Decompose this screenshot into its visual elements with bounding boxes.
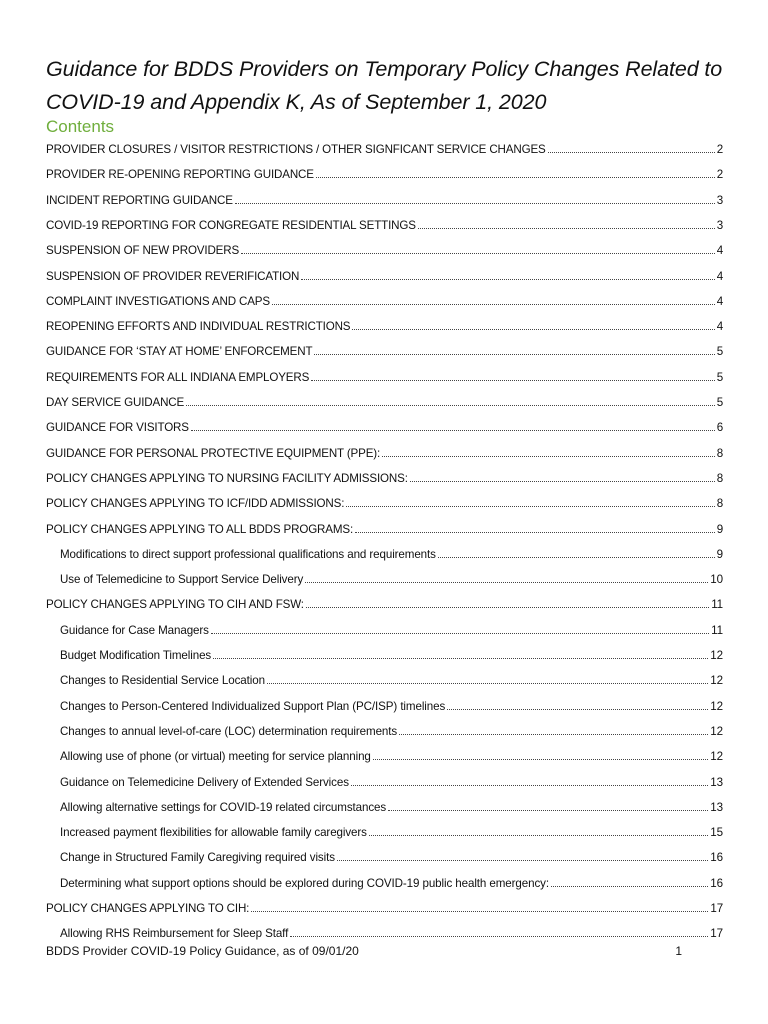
dot-leader: [447, 708, 708, 710]
toc-entry-page-number: 11: [711, 598, 723, 612]
dot-leader: [186, 404, 715, 406]
dot-leader: [551, 885, 708, 887]
toc-entry[interactable]: [46, 494, 723, 514]
toc-entry-page-number: 5: [716, 370, 723, 384]
dot-leader: [352, 328, 714, 330]
toc-subentry[interactable]: [60, 621, 723, 641]
toc-subentry[interactable]: [60, 747, 723, 767]
toc-entry-label: SUSPENSION OF PROVIDER REVERIFICATION: [46, 269, 300, 283]
toc-subentry[interactable]: [60, 671, 723, 691]
toc-entry-page-number: 16: [710, 876, 723, 890]
dot-leader: [351, 784, 708, 786]
toc-entry[interactable]: [46, 444, 723, 464]
toc-entry-page-number: 2: [716, 143, 723, 156]
toc-entry-page-number: 4: [716, 320, 723, 334]
toc-entry[interactable]: [46, 899, 723, 919]
dot-leader: [241, 252, 715, 254]
dot-leader: [267, 682, 708, 684]
dot-leader: [438, 556, 715, 558]
toc-entry-page-number: 2: [716, 168, 723, 182]
toc-entry-page-number: 9: [716, 547, 723, 561]
toc-entry[interactable]: [46, 520, 723, 540]
dot-leader: [548, 151, 715, 153]
toc-entry-page-number: 12: [710, 699, 723, 713]
toc-subentry[interactable]: [60, 823, 723, 843]
toc-entry-label: Guidance for Case Managers: [60, 623, 209, 637]
dot-leader: [346, 505, 714, 507]
toc-subentry[interactable]: [60, 848, 723, 868]
toc-entry-page-number: 17: [710, 902, 723, 915]
toc-entry-label: Use of Telemedicine to Support Service Delivery: [60, 573, 304, 587]
toc-entry-page-number: 4: [716, 244, 723, 258]
toc-entry-page-number: 6: [716, 421, 723, 435]
toc-subentry[interactable]: [60, 874, 723, 894]
footer-text: BDDS Provider COVID-19 Policy Guidance, as of 09/01/20: [46, 944, 359, 958]
dot-leader: [410, 480, 715, 482]
dot-leader: [399, 733, 708, 735]
toc-entry[interactable]: [46, 368, 723, 388]
toc-entry-page-number: 5: [716, 396, 723, 409]
toc-entry-label: Changes to annual level-of-care (LOC) determination requirements: [60, 724, 398, 738]
toc-subentry[interactable]: [60, 798, 723, 818]
toc-entry-page-number: 4: [716, 269, 723, 283]
dot-leader: [382, 455, 715, 457]
toc-entry-label: POLICY CHANGES APPLYING TO ALL BDDS PROGRAMS:: [46, 522, 354, 536]
toc-entry[interactable]: [46, 393, 723, 413]
dot-leader: [355, 531, 715, 533]
toc-entry[interactable]: [46, 595, 723, 615]
document-title: Guidance for BDDS Providers on Temporary Policy Changes Related to COVID-19 and Appendix K, As of September 1, 2020: [46, 57, 723, 114]
dot-leader: [369, 834, 708, 836]
toc-entry-page-number: 10: [710, 573, 723, 587]
toc-subentry[interactable]: [60, 545, 723, 565]
toc-entry-page-number: 11: [711, 623, 723, 637]
dot-leader: [388, 809, 708, 811]
toc-entry[interactable]: [46, 418, 723, 438]
dot-leader: [373, 758, 709, 760]
toc-entry-page-number: 3: [716, 193, 723, 207]
toc-entry-label: COVID-19 REPORTING FOR CONGREGATE RESIDENTIAL SETTINGS: [46, 218, 416, 232]
toc-entry-page-number: 12: [710, 649, 723, 662]
toc-entry-label: Determining what support options should be explored during COVID-19 public health emergency:: [60, 876, 549, 890]
toc-entry-page-number: 5: [716, 345, 723, 359]
toc-entry-label: GUIDANCE FOR VISITORS: [46, 421, 189, 435]
toc-entry[interactable]: [46, 317, 723, 337]
toc-entry-label: SUSPENSION OF NEW PROVIDERS: [46, 244, 240, 258]
page-footer: [46, 942, 696, 960]
toc-entry-label: REQUIREMENTS FOR ALL INDIANA EMPLOYERS: [46, 370, 310, 384]
toc-entry[interactable]: [46, 191, 723, 211]
toc-entry-label: Changes to Person-Centered Individualized Support Plan (PC/ISP) timelines: [60, 699, 446, 713]
toc-entry[interactable]: [46, 241, 723, 261]
toc-subentry[interactable]: [60, 570, 723, 590]
toc-entry-label: GUIDANCE FOR PERSONAL PROTECTIVE EQUIPMENT (PPE):: [46, 446, 381, 460]
toc-entry-page-number: 9: [716, 522, 723, 536]
dot-leader: [305, 581, 708, 583]
toc-entry-label: Allowing RHS Reimbursement for Sleep Staff: [60, 927, 289, 941]
dot-leader: [251, 910, 708, 912]
toc-entry-label: Modifications to direct support professional qualifications and requirements: [60, 547, 436, 561]
toc-entry-page-number: 4: [716, 294, 723, 308]
dot-leader: [314, 353, 714, 355]
toc-entry[interactable]: [46, 469, 723, 489]
toc-entry-label: REOPENING EFFORTS AND INDIVIDUAL RESTRICTIONS: [46, 320, 351, 334]
toc-entry-page-number: 3: [716, 218, 723, 232]
toc-subentry[interactable]: [60, 773, 723, 793]
dot-leader: [211, 632, 709, 634]
toc-entry-label: Allowing use of phone (or virtual) meeting for service planning: [60, 750, 371, 764]
toc-entry-page-number: 17: [710, 927, 723, 941]
toc-entry-page-number: 15: [710, 826, 723, 840]
toc-entry-label: INCIDENT REPORTING GUIDANCE: [46, 193, 233, 207]
toc-entry[interactable]: [46, 140, 723, 160]
toc-entry-label: PROVIDER CLOSURES / VISITOR RESTRICTIONS / OTHER SIGNFICANT SERVICE CHANGES: [46, 143, 546, 156]
dot-leader: [316, 176, 715, 178]
toc-entry-label: POLICY CHANGES APPLYING TO CIH:: [46, 902, 250, 915]
dot-leader: [213, 657, 708, 659]
toc-subentry[interactable]: [60, 722, 723, 742]
toc-entry[interactable]: [46, 165, 723, 185]
toc-entry[interactable]: [46, 292, 723, 312]
toc-entry-page-number: 8: [716, 497, 723, 511]
footer-page-number: 1: [675, 944, 682, 958]
dot-leader: [311, 379, 715, 381]
toc-entry-label: POLICY CHANGES APPLYING TO NURSING FACILITY ADMISSIONS:: [46, 471, 408, 485]
toc-entry-label: POLICY CHANGES APPLYING TO CIH AND FSW:: [46, 598, 304, 612]
toc-subentry[interactable]: [60, 646, 723, 666]
dot-leader: [306, 606, 709, 608]
toc-entry-label: PROVIDER RE-OPENING REPORTING GUIDANCE: [46, 168, 314, 182]
toc-entry-label: Increased payment flexibilities for allowable family caregivers: [60, 826, 367, 840]
toc-entry-label: Changes to Residential Service Location: [60, 674, 265, 688]
toc-entry-label: DAY SERVICE GUIDANCE: [46, 396, 185, 409]
dot-leader: [272, 303, 715, 305]
toc-entry-page-number: 16: [710, 851, 723, 865]
toc-entry-page-number: 12: [710, 724, 723, 738]
toc-entry-label: Guidance on Telemedicine Delivery of Extended Services: [60, 775, 349, 789]
toc-entry-page-number: 12: [710, 674, 723, 688]
dot-leader: [301, 278, 714, 280]
toc-entry-page-number: 8: [716, 471, 723, 485]
toc-entry-page-number: 13: [710, 800, 723, 814]
toc-entry[interactable]: [46, 342, 723, 362]
toc-entry-label: Change in Structured Family Caregiving required visits: [60, 851, 335, 865]
dot-leader: [235, 202, 715, 204]
toc-entry-page-number: 8: [716, 446, 723, 460]
toc-entry-label: Budget Modification Timelines: [60, 649, 212, 662]
toc-entry-label: Allowing alternative settings for COVID-19 related circumstances: [60, 800, 387, 814]
contents-heading: Contents: [46, 117, 115, 136]
dot-leader: [290, 935, 708, 937]
dot-leader: [418, 227, 715, 229]
toc-entry[interactable]: [46, 267, 723, 287]
toc-entry-page-number: 13: [710, 775, 723, 789]
dot-leader: [337, 859, 708, 861]
toc-subentry[interactable]: [60, 697, 723, 717]
toc-entry-label: POLICY CHANGES APPLYING TO ICF/IDD ADMISSIONS:: [46, 497, 345, 511]
toc-entry-label: COMPLAINT INVESTIGATIONS AND CAPS: [46, 294, 270, 308]
toc-entry-label: GUIDANCE FOR ‘STAY AT HOME’ ENFORCEMENT: [46, 345, 313, 359]
toc-entry[interactable]: [46, 216, 723, 236]
dot-leader: [191, 429, 715, 431]
toc-entry-page-number: 12: [710, 750, 723, 764]
